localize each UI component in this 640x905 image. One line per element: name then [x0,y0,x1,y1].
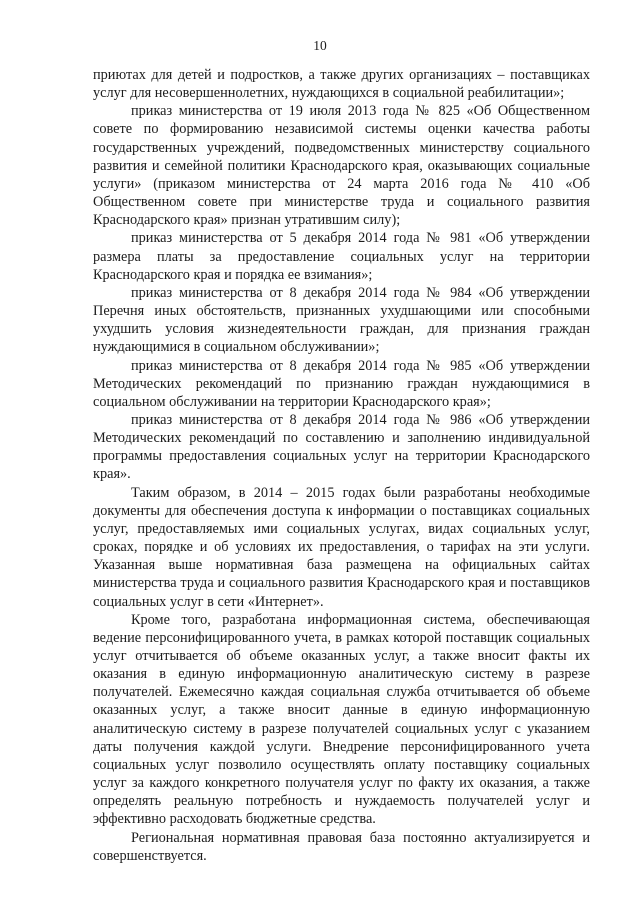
paragraph-summary: Таким образом, в 2014 – 2015 годах были разработаны необходимые документы для обеспечения доступа к информации о поставщиках социальных услуг, предоставляемых ими социальных услугах, видах социальных услуг, сроках, порядке и об условиях их предоставления, о тарифах на эти услуги. Указанная выше нормативная база размещена на официальных сайтах министерства труда и социального развития Краснодарского края и поставщиков социальных услуг в сети «Интернет». [93,484,590,610]
paragraph-conclusion: Региональная нормативная правовая база постоянно актуализируется и совершенствуется. [93,829,590,864]
page-number: 10 [313,38,327,53]
paragraph-continuation: приютах для детей и подростков, а также других организациях – поставщиках услуг для несовершеннолетних, нуждающихся в социальной реабилитации»; [93,67,590,102]
paragraph-order-984: приказ министерства от 8 декабря 2014 года № 984 «Об утверждении Перечня иных обстоятельств, признанных ухудшающими или способными ухудшить условия жизнедеятельности граждан, для признания граждан нуждающимися в социальном обслуживании»; [93,284,590,356]
paragraph-order-825: приказ министерства от 19 июля 2013 года № 825 «Об Общественном совете по формированию независимой системы оценки качества работы государственных учреждений, подведомственных министерству социального развития и семейной политики Краснодарского края, оказывающих социальные услуги» (приказом министерства от 24 марта 2016 года № 410 «Об Общественном совете при министерстве труда и социального развития Краснодарского края» признан утратившим силу); [93,103,590,229]
paragraph-order-986: приказ министерства от 8 декабря 2014 года № 986 «Об утверждении Методических рекомендаций по составлению и заполнению индивидуальной программы предоставления социальных услуг на территории Краснодарского края». [93,411,590,483]
paragraph-information-system: Кроме того, разработана информационная система, обеспечивающая ведение персонифицированного учета, в рамках которой поставщик социальных услуг отчитывается об объеме оказанных услуг, а также вносит факты их оказания в единую информационную аналитическую систему в разрезе получателей. Ежемесячно каждая социальная служба отчитывается об объеме оказанных услуг, а также вносит данные в единую информационную аналитическую систему в разрезе получателей социальных услуг с указанием даты получения каждой услуги. Внедрение персонифицированного учета социальных услуг позволило осуществлять оплату поставщику социальных услуг за каждого конкретного получателя услуг по факту их оказания, а также определять реальную потребность и нуждаемость получателей услуг и эффективно расходовать бюджетные средства. [93,611,590,828]
document-body [93,66,590,865]
paragraph-order-985: приказ министерства от 8 декабря 2014 года № 985 «Об утверждении Методических рекомендаций по признанию граждан нуждающимися в социальном обслуживании на территории Краснодарского края»; [93,357,590,410]
paragraph-order-981: приказ министерства от 5 декабря 2014 года № 981 «Об утверждении размера платы за предоставление социальных услуг на территории Краснодарского края и порядка ее взимания»; [93,230,590,283]
